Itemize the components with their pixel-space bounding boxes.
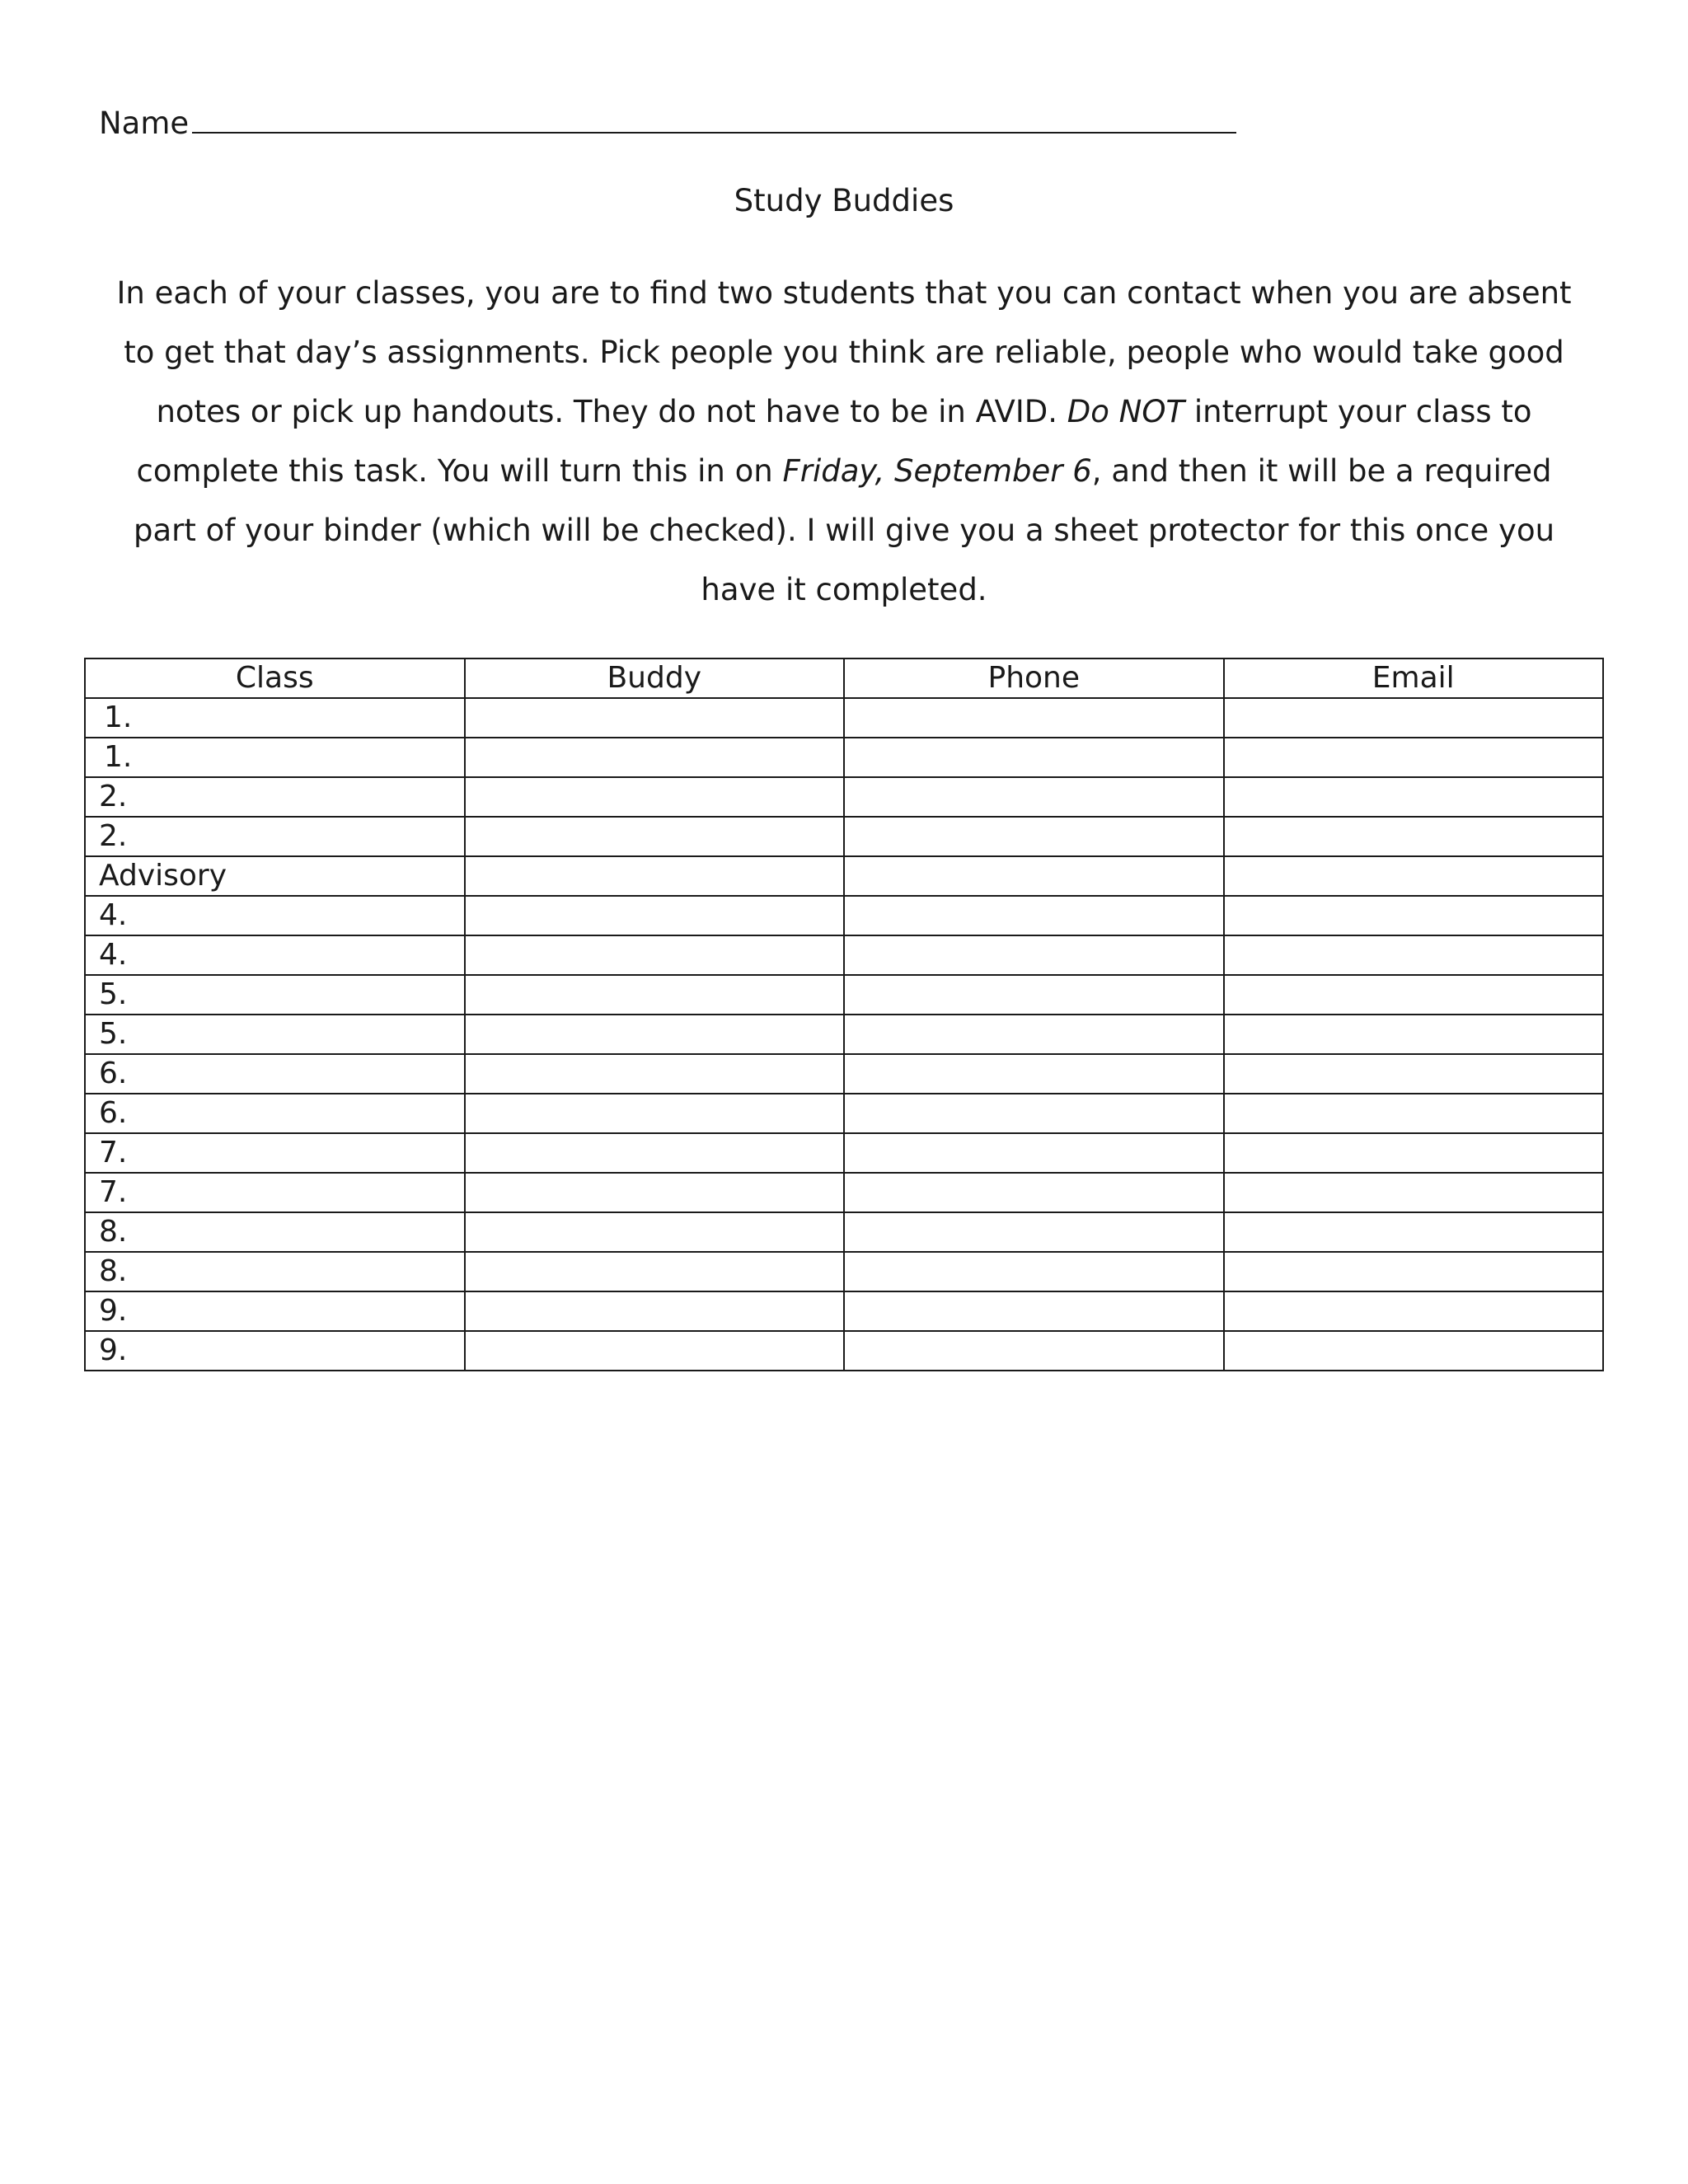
class-cell: 9. <box>85 1331 465 1371</box>
table-row <box>85 1331 1603 1371</box>
instructions-text-3: , and then it will be a required part of your binder (which will be checked). I will give you a sheet protector for this once you have it completed. <box>133 453 1555 607</box>
email-cell[interactable] <box>1224 1133 1604 1173</box>
column-header-buddy: Buddy <box>465 658 845 698</box>
phone-cell[interactable] <box>844 1054 1224 1094</box>
phone-cell[interactable] <box>844 1133 1224 1173</box>
class-cell: 6. <box>85 1054 465 1094</box>
table-row <box>85 738 1603 777</box>
class-cell: 2. <box>85 777 465 817</box>
instructions-text-1: In each of your classes, you are to find two students that you can contact when you are absent to get that day’s assignments. Pick people you think are reliable, people who would take good notes or pick up handouts. They do not have to be in AVID. <box>116 275 1572 429</box>
table-row <box>85 1212 1603 1252</box>
buddy-cell[interactable] <box>465 1054 845 1094</box>
class-cell: 5. <box>85 1015 465 1054</box>
phone-cell[interactable] <box>844 698 1224 738</box>
column-header-email: Email <box>1224 658 1604 698</box>
class-cell: Advisory <box>85 856 465 896</box>
phone-cell[interactable] <box>844 738 1224 777</box>
instructions-text-2: interrupt your class to complete this task. You will turn this in on <box>136 394 1532 489</box>
class-cell: 7. <box>85 1173 465 1212</box>
buddy-cell[interactable] <box>465 1173 845 1212</box>
email-cell[interactable] <box>1224 856 1604 896</box>
class-cell: 4. <box>85 935 465 975</box>
buddy-cell[interactable] <box>465 698 845 738</box>
instructions-emphasis-do-not: Do NOT <box>1067 394 1185 429</box>
table-header-row <box>85 658 1603 698</box>
buddy-cell[interactable] <box>465 1291 845 1331</box>
class-cell: 8. <box>85 1212 465 1252</box>
buddy-cell[interactable] <box>465 935 845 975</box>
phone-cell[interactable] <box>844 1291 1224 1331</box>
table-row <box>85 1015 1603 1054</box>
email-cell[interactable] <box>1224 896 1604 935</box>
buddy-cell[interactable] <box>465 738 845 777</box>
buddy-cell[interactable] <box>465 1133 845 1173</box>
phone-cell[interactable] <box>844 1212 1224 1252</box>
phone-cell[interactable] <box>844 777 1224 817</box>
instructions-emphasis-due-date: Friday, September 6 <box>782 453 1092 489</box>
phone-cell[interactable] <box>844 817 1224 856</box>
table-row <box>85 1291 1603 1331</box>
email-cell[interactable] <box>1224 1331 1604 1371</box>
email-cell[interactable] <box>1224 1212 1604 1252</box>
buddy-cell[interactable] <box>465 1212 845 1252</box>
phone-cell[interactable] <box>844 1331 1224 1371</box>
table-row <box>85 1094 1603 1133</box>
email-cell[interactable] <box>1224 975 1604 1015</box>
email-cell[interactable] <box>1224 738 1604 777</box>
buddy-cell[interactable] <box>465 975 845 1015</box>
table-row <box>85 856 1603 896</box>
table-row <box>85 1133 1603 1173</box>
phone-cell[interactable] <box>844 1015 1224 1054</box>
name-blank-line[interactable] <box>192 132 1236 134</box>
buddy-cell[interactable] <box>465 896 845 935</box>
buddy-cell[interactable] <box>465 1015 845 1054</box>
email-cell[interactable] <box>1224 1252 1604 1291</box>
class-cell: 4. <box>85 896 465 935</box>
class-cell: 8. <box>85 1252 465 1291</box>
table-row <box>85 698 1603 738</box>
email-cell[interactable] <box>1224 1291 1604 1331</box>
email-cell[interactable] <box>1224 777 1604 817</box>
instructions-paragraph <box>102 264 1586 620</box>
class-cell: 6. <box>85 1094 465 1133</box>
class-cell: 1. <box>85 738 465 777</box>
email-cell[interactable] <box>1224 1054 1604 1094</box>
class-cell: 5. <box>85 975 465 1015</box>
table-row <box>85 975 1603 1015</box>
column-header-phone: Phone <box>844 658 1224 698</box>
buddy-cell[interactable] <box>465 1094 845 1133</box>
table-row <box>85 1173 1603 1212</box>
buddy-cell[interactable] <box>465 817 845 856</box>
column-header-class: Class <box>85 658 465 698</box>
phone-cell[interactable] <box>844 1173 1224 1212</box>
study-buddies-table <box>84 658 1604 1371</box>
table-row <box>85 896 1603 935</box>
class-cell: 9. <box>85 1291 465 1331</box>
phone-cell[interactable] <box>844 856 1224 896</box>
class-cell: 1. <box>85 698 465 738</box>
buddy-cell[interactable] <box>465 1331 845 1371</box>
email-cell[interactable] <box>1224 698 1604 738</box>
phone-cell[interactable] <box>844 935 1224 975</box>
email-cell[interactable] <box>1224 1173 1604 1212</box>
buddy-cell[interactable] <box>465 856 845 896</box>
phone-cell[interactable] <box>844 1094 1224 1133</box>
email-cell[interactable] <box>1224 935 1604 975</box>
name-label: Name <box>99 105 190 141</box>
phone-cell[interactable] <box>844 896 1224 935</box>
email-cell[interactable] <box>1224 1015 1604 1054</box>
name-field[interactable] <box>99 97 1236 143</box>
class-cell: 2. <box>85 817 465 856</box>
buddy-cell[interactable] <box>465 1252 845 1291</box>
table-row <box>85 777 1603 817</box>
table-row <box>85 1054 1603 1094</box>
buddy-cell[interactable] <box>465 777 845 817</box>
table-row <box>85 935 1603 975</box>
email-cell[interactable] <box>1224 1094 1604 1133</box>
page-title: Study Buddies <box>734 183 954 218</box>
phone-cell[interactable] <box>844 1252 1224 1291</box>
phone-cell[interactable] <box>844 975 1224 1015</box>
table-row <box>85 817 1603 856</box>
table-row <box>85 1252 1603 1291</box>
class-cell: 7. <box>85 1133 465 1173</box>
email-cell[interactable] <box>1224 817 1604 856</box>
